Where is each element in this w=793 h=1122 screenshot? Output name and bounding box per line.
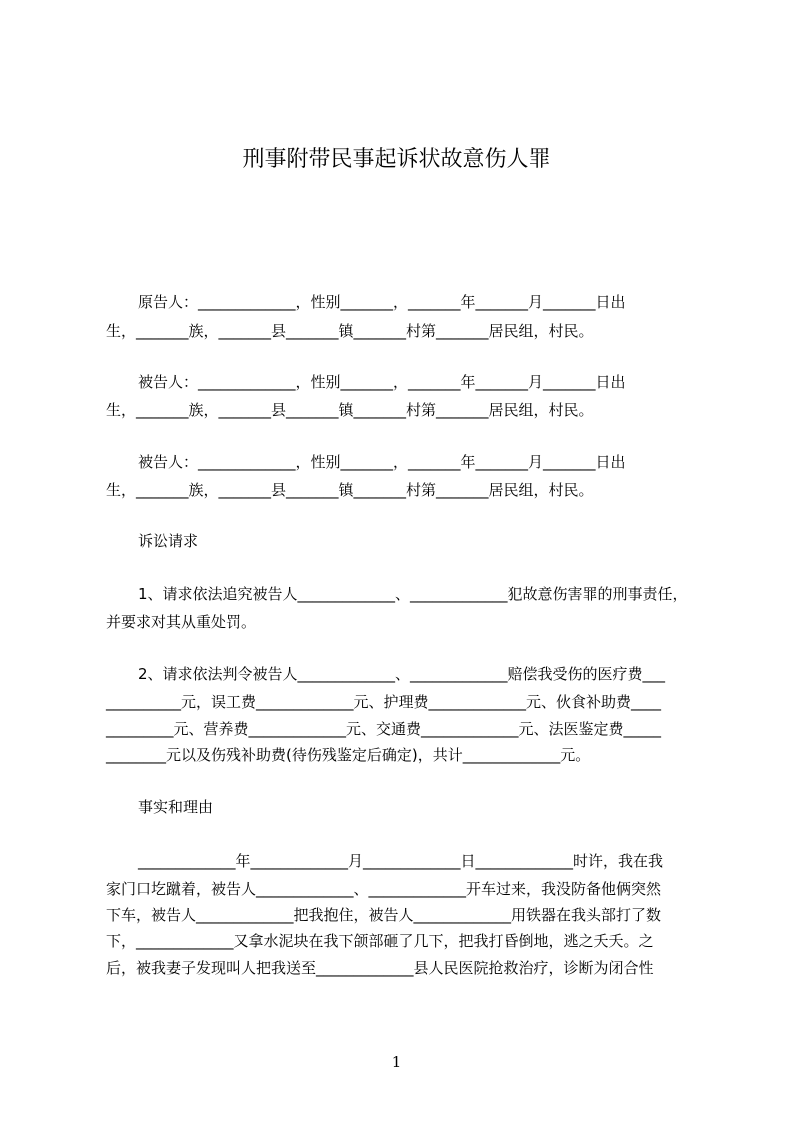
claims-heading: 诉讼请求 [138,532,199,550]
claim2-line-2: __________元，误工费_____________元、护理费_____________元、伙食补助费____ [106,693,662,711]
claim2-line-3: _________元、营养费_____________元、交通费_____________元、法医鉴定费_____ [106,720,662,738]
facts-line-4: 下，_____________又拿水泥块在我下颌部砸了几下，把我打昏倒地，逃之夭夭。之 [106,932,654,950]
claim2-line-4: ________元以及伤残补助费(待伤残鉴定后确定)，共计_____________元。 [106,746,591,764]
facts-line-2: 家门口圪蹴着，被告人_____________、_____________开车过来，我没防备他俩突然 [106,880,662,898]
facts-heading: 事实和理由 [138,798,214,816]
facts-line-1: _____________年_____________月_____________日_____________时许，我在我 [138,852,664,870]
claim1-line-2: 并要求对其从重处罚。 [106,613,257,631]
document-title: 刑事附带民事起诉状故意伤人罪 [242,147,551,172]
page-number: 1 [391,1053,402,1071]
facts-line-3: 下车，被告人_____________把我抱住，被告人_____________用铁器在我头部打了数 [106,906,662,924]
defendant1-line-1: 被告人：_____________，性别_______，_______年_______月_______日出 [138,373,626,391]
facts-line-5: 后，被我妻子发现叫人把我送至_____________县人民医院抢救治疗，诊断为闭合性 [106,959,654,977]
claim1-line-1: 1、请求依法追究被告人_____________、_____________犯故意伤害罪的刑事责任， [138,585,688,603]
defendant2-line-1: 被告人：_____________，性别_______，_______年_______月_______日出 [138,453,626,471]
plaintiff-line-1: 原告人：_____________，性别_______，_______年_______月_______日出 [138,293,626,311]
defendant2-line-2: 生，_______族，_______县_______镇_______村第_______居民组，村民。 [106,481,594,499]
plaintiff-line-2: 生，_______族，_______县_______镇_______村第_______居民组，村民。 [106,322,594,340]
claim2-line-1: 2、请求依法判令被告人_____________、_____________赔偿我受伤的医疗费___ [138,665,666,683]
defendant1-line-2: 生，_______族，_______县_______镇_______村第_______居民组，村民。 [106,401,594,419]
